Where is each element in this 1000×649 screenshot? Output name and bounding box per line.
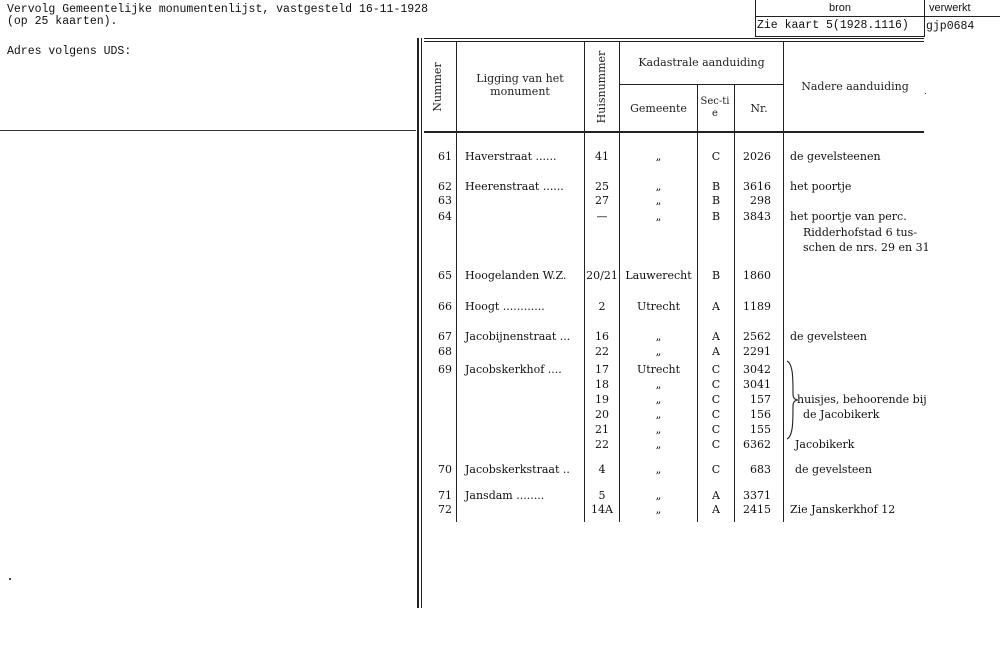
- scan-speck-2: [925, 93, 926, 94]
- cell-house: 20: [595, 408, 609, 421]
- cell-nr: 2026: [743, 150, 771, 163]
- header-nadere: Nadere aanduiding: [801, 80, 909, 93]
- cell-nr: 156: [750, 408, 771, 421]
- col-divider-gemeente: [697, 84, 698, 522]
- brace-mark: [785, 360, 799, 440]
- cell-gemeente: „: [655, 438, 662, 451]
- header-line-2: (op 25 kaarten).: [7, 15, 118, 28]
- left-divider-line: [0, 130, 416, 131]
- cell-note: huisjes, behoorende bij: [797, 393, 927, 406]
- cell-sectie: A: [712, 489, 720, 502]
- cell-num: 67: [438, 330, 452, 343]
- cell-nr: 157: [750, 393, 771, 406]
- source-value: Zie kaart 5(1928.1116): [757, 19, 909, 32]
- cell-note: Jacobikerk: [795, 438, 855, 451]
- col-divider-ligging: [584, 42, 585, 522]
- cell-note: de gevelsteen: [790, 330, 868, 343]
- cell-note: de gevelsteenen: [790, 150, 881, 163]
- cell-house: 14A: [591, 503, 613, 516]
- cell-nr: 1860: [743, 269, 771, 282]
- cell-num: 69: [438, 363, 452, 376]
- cell-house: 2: [598, 300, 606, 313]
- cell-gemeente: „: [655, 423, 662, 436]
- source-label: bron: [756, 0, 924, 17]
- processed-label: verwerkt: [925, 0, 1000, 17]
- cell-nr: 3041: [743, 378, 771, 391]
- cell-house: 22: [595, 438, 609, 451]
- cell-nr: 683: [750, 463, 771, 476]
- cell-street: Heerenstraat ......: [465, 180, 564, 193]
- header-nummer: Nummer: [431, 62, 444, 112]
- cell-street: Jansdam ........: [465, 489, 545, 502]
- cell-nr: 2291: [743, 345, 771, 358]
- processed-value: gjp0684: [926, 20, 975, 33]
- cell-nr: 1189: [743, 300, 771, 313]
- cell-num: 68: [438, 345, 452, 358]
- cell-nr: 2562: [743, 330, 771, 343]
- col-divider-nr: [783, 42, 784, 522]
- cell-gemeente: Utrecht: [636, 363, 681, 376]
- cell-house: 22: [595, 345, 609, 358]
- cell-num: 62: [438, 180, 452, 193]
- cell-num: 71: [438, 489, 452, 502]
- header-bottom-border: [424, 131, 924, 133]
- cell-gemeente: „: [655, 150, 662, 163]
- cell-gemeente: „: [655, 393, 662, 406]
- cell-note: Ridderhofstad 6 tus-: [803, 226, 917, 239]
- cell-num: 61: [438, 150, 452, 163]
- cell-house: 21: [595, 423, 609, 436]
- table-left-border: [417, 38, 419, 608]
- cell-house: 16: [595, 330, 609, 343]
- table-top-border: [424, 38, 924, 39]
- cell-gemeente: „: [655, 489, 662, 502]
- cell-num: 72: [438, 503, 452, 516]
- cell-note: Zie Janskerkhof 12: [790, 503, 896, 516]
- cell-sectie: B: [711, 194, 721, 207]
- cell-nr: 3371: [743, 489, 771, 502]
- cell-num: 66: [438, 300, 452, 313]
- cell-nr: 298: [750, 194, 771, 207]
- cell-gemeente: „: [655, 503, 662, 516]
- cell-house: 41: [595, 150, 609, 163]
- cell-nr: 3843: [743, 210, 771, 223]
- header-ligging: Ligging van het monument: [476, 72, 564, 98]
- cell-sectie: C: [711, 463, 721, 476]
- cell-nr: 3042: [743, 363, 771, 376]
- cell-sectie: B: [711, 180, 721, 193]
- cell-nr: 155: [750, 423, 771, 436]
- header-kadastrale: Kadastrale aanduiding: [638, 56, 765, 69]
- header-line-1: Vervolg Gemeentelijke monumentenlijst, vastgesteld 16-11-1928: [7, 3, 428, 16]
- cell-street: Jacobskerkhof ....: [465, 363, 562, 376]
- cell-house: 18: [595, 378, 609, 391]
- cell-house: —: [596, 210, 608, 223]
- cell-sectie: C: [711, 393, 721, 406]
- cell-gemeente: Utrecht: [636, 300, 681, 313]
- document-header: [7, 4, 428, 28]
- cell-num: 70: [438, 463, 452, 476]
- cell-note: het poortje van perc.: [790, 210, 907, 223]
- cell-house: 17: [595, 363, 609, 376]
- cell-gemeente: „: [655, 210, 662, 223]
- kadastrale-divider: [620, 84, 783, 85]
- cell-street: Jacobskerkstraat ..: [465, 463, 570, 476]
- cell-gemeente: „: [655, 463, 662, 476]
- cell-sectie: B: [711, 269, 721, 282]
- cell-house: 4: [598, 463, 606, 476]
- cell-num: 65: [438, 269, 452, 282]
- cell-sectie: C: [711, 363, 721, 376]
- cell-note: de gevelsteen: [795, 463, 873, 476]
- cell-sectie: C: [711, 150, 721, 163]
- header-nr: Nr.: [750, 102, 768, 115]
- table-left-border-inner: [421, 38, 422, 608]
- cell-gemeente: Lauwerecht: [625, 269, 692, 282]
- cell-street: Haverstraat ......: [465, 150, 557, 163]
- address-label: Adres volgens UDS:: [7, 45, 132, 58]
- cell-house: 27: [595, 194, 609, 207]
- cell-sectie: A: [712, 503, 720, 516]
- cell-num: 64: [438, 210, 452, 223]
- source-box: [755, 0, 925, 37]
- col-divider-nummer: [456, 42, 457, 522]
- cell-sectie: C: [711, 408, 721, 421]
- header-gemeente: Gemeente: [630, 102, 687, 115]
- cell-street: Hoogelanden W.Z.: [465, 269, 567, 282]
- cell-gemeente: „: [655, 345, 662, 358]
- cell-sectie: A: [712, 300, 720, 313]
- cell-sectie: A: [712, 345, 720, 358]
- cell-nr: 6362: [743, 438, 771, 451]
- cell-house: 20/21: [586, 269, 618, 282]
- header-sectie: Sec-tie: [700, 96, 730, 119]
- cell-gemeente: „: [655, 180, 662, 193]
- cell-sectie: C: [711, 423, 721, 436]
- cell-nr: 2415: [743, 503, 771, 516]
- cell-street: Hoogt ............: [465, 300, 545, 313]
- cell-nr: 3616: [743, 180, 771, 193]
- cell-note: schen de nrs. 29 en 31: [803, 241, 930, 254]
- cell-note: het poortje: [790, 180, 852, 193]
- cell-sectie: C: [711, 378, 721, 391]
- scan-speck: [9, 578, 11, 580]
- cell-gemeente: „: [655, 330, 662, 343]
- cell-gemeente: „: [655, 194, 662, 207]
- cell-street: Jacobijnenstraat ...: [465, 330, 571, 343]
- cell-house: 25: [595, 180, 609, 193]
- cell-sectie: A: [712, 330, 720, 343]
- table-top-border-inner: [424, 41, 924, 42]
- cell-house: 5: [598, 489, 606, 502]
- cell-gemeente: „: [655, 408, 662, 421]
- header-huisnummer: Huisnummer: [595, 50, 608, 124]
- cell-house: 19: [595, 393, 609, 406]
- cell-gemeente: „: [655, 378, 662, 391]
- cell-sectie: B: [711, 210, 721, 223]
- cell-num: 63: [438, 194, 452, 207]
- cell-note: de Jacobikerk: [803, 408, 880, 421]
- cell-sectie: C: [711, 438, 721, 451]
